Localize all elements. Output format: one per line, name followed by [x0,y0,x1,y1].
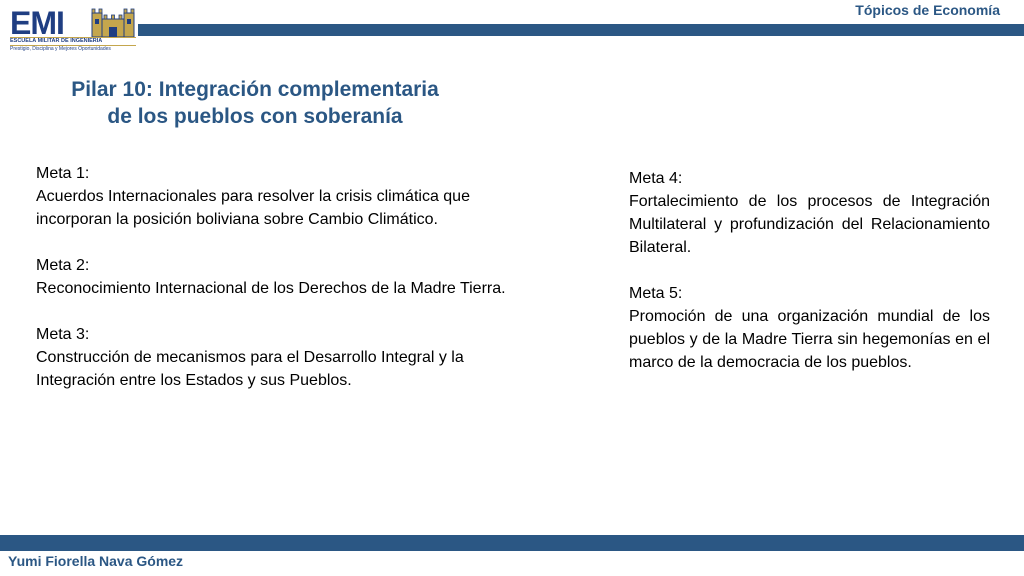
goal-text: Construcción de mecanismos para el Desarrollo Integral y la Integración entre los Estados y sus Pueblos. [36,349,464,389]
slide-title-line-2: de los pueblos con soberanía [107,105,403,128]
author-name: Yumi Fiorella Nava Gómez [8,553,184,569]
goal-text: Acuerdos Internacionales para resolver la crisis climática que incorporan la posición boliviana sobre Cambio Climático. [36,188,470,228]
goal-text: Fortalecimiento de los procesos de Integración Multilateral y profundización del Relacionamiento Bilateral. [629,193,990,256]
logo-tagline: Prestigio, Disciplina y Mejores Oportunidades [10,46,111,52]
slide-title [0,76,510,130]
goal-label: Meta 2: [36,257,90,274]
goal-text: Reconocimiento Internacional de los Derechos de la Madre Tierra. [36,280,506,297]
goal-label: Meta 5: [629,285,683,302]
institution-logo [8,5,138,53]
goal-item [36,254,534,300]
slide-title-line-1: Pilar 10: Integración complementaria [71,78,439,101]
logo-institution-name: ESCUELA MILITAR DE INGENIERIA [10,37,136,46]
goal-label: Meta 4: [629,170,683,187]
castle-icon [90,5,136,37]
goal-item [629,167,990,259]
footer-bar [0,535,1024,551]
goals-left-column [36,162,534,415]
goal-text: Promoción de una organización mundial de los pueblos y de la Madre Tierra sin hegemonías en el marco de la democracia de los pueblos. [629,308,990,371]
logo-acronym: EMI [10,5,64,41]
goal-item [36,323,534,392]
header-bar [138,24,1024,36]
goals-right-column [629,167,990,397]
goal-label: Meta 3: [36,326,90,343]
course-title: Tópicos de Economía [855,2,1000,18]
goal-label: Meta 1: [36,165,90,182]
goal-item [36,162,534,231]
goal-item [629,282,990,374]
